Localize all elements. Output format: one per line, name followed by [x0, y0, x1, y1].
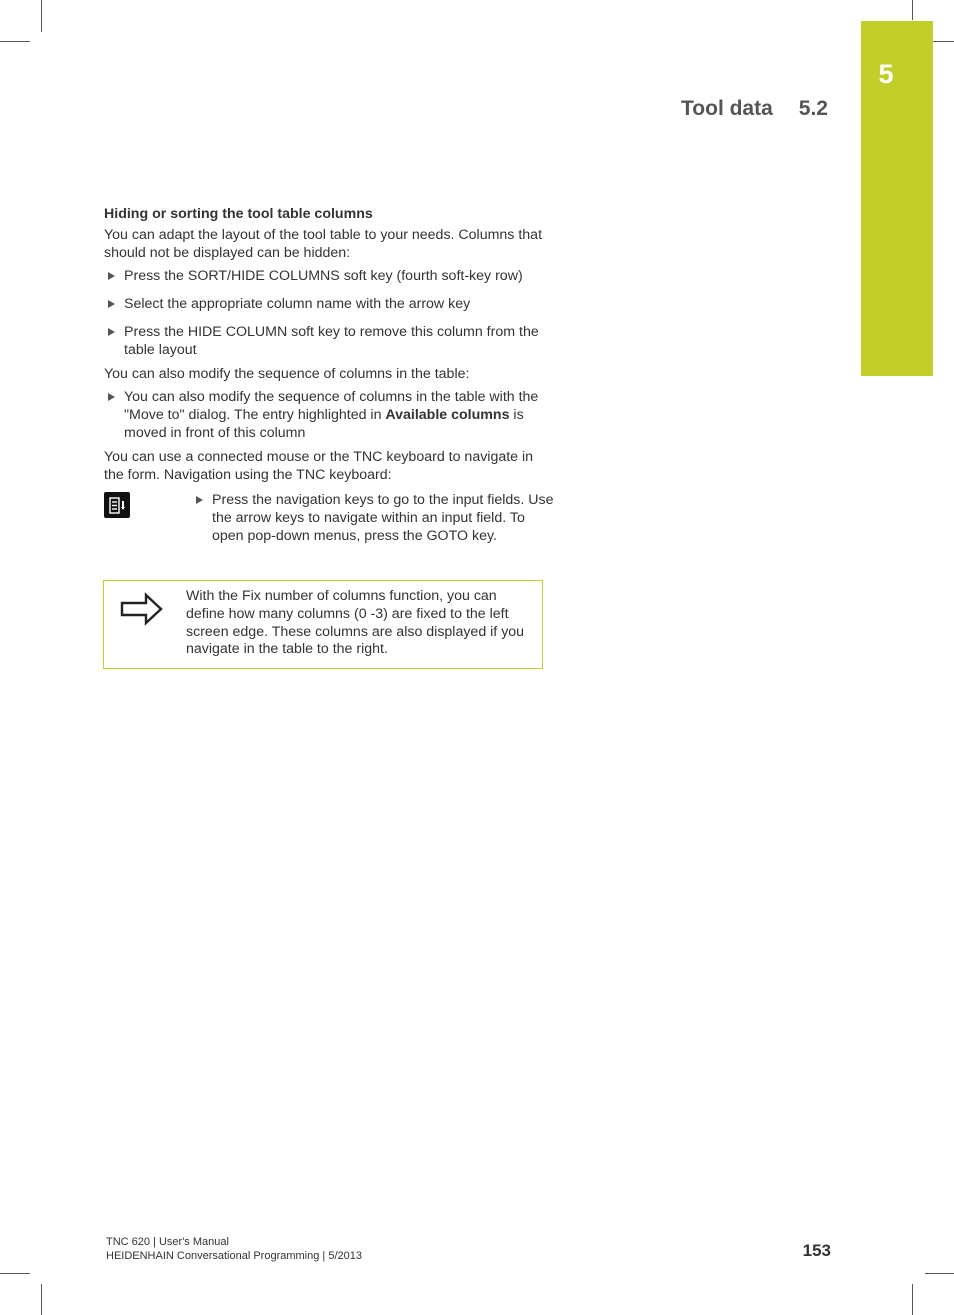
step-text: Press the navigation keys to go to the input fields. Use the arrow keys to navigate within an input field. To open pop-down menus, press the GOTO key.	[212, 492, 554, 544]
arrow-right-icon	[120, 592, 164, 626]
bullet-triangle-icon	[108, 393, 115, 401]
crop-mark	[0, 41, 30, 42]
keyboard-key-icon	[104, 492, 130, 518]
bullet-triangle-icon	[196, 496, 203, 504]
intro-paragraph: You can adapt the layout of the tool table to your needs. Columns that should not be displayed can be hidden:	[104, 226, 543, 261]
main-content	[104, 206, 554, 576]
running-head-title: Tool data	[681, 97, 773, 120]
running-head	[600, 97, 828, 121]
footer	[106, 1235, 362, 1263]
step-text: Press the SORT/HIDE COLUMNS soft key (fourth soft-key row)	[124, 268, 523, 285]
step-item	[104, 389, 544, 442]
step-text: Press the HIDE COLUMN soft key to remove this column from the table layout	[124, 323, 539, 358]
step-item	[192, 492, 558, 545]
keyboard-instruction	[104, 492, 554, 576]
crop-mark	[41, 0, 42, 32]
step-text-after: is moved in front of this column	[124, 407, 524, 441]
note-box	[103, 580, 543, 669]
crop-mark	[0, 1273, 30, 1274]
crop-mark	[912, 1284, 913, 1315]
chapter-tab	[861, 21, 933, 376]
available-columns-label: Available columns	[385, 407, 510, 424]
note-text: With the Fix number of columns function, you can define how many columns (0 -3) are fixed to the left screen edge. These columns are also displayed if you navigate in the table to the right.	[186, 588, 525, 658]
crop-mark	[41, 1284, 42, 1315]
navigate-intro: You can use a connected mouse or the TNC keyboard to navigate in the form. Navigation using the TNC keyboard:	[104, 448, 534, 483]
sequence-intro: You can also modify the sequence of columns in the table:	[104, 365, 470, 382]
bullet-triangle-icon	[108, 272, 115, 280]
bullet-triangle-icon	[108, 328, 115, 336]
step-item	[104, 296, 544, 314]
step-item	[104, 324, 544, 360]
bullet-triangle-icon	[108, 300, 115, 308]
step-text: Select the appropriate column name with the arrow key	[124, 296, 471, 313]
footer-line-1: TNC 620 | User's Manual	[106, 1236, 229, 1248]
crop-mark	[925, 1273, 954, 1274]
crop-mark	[912, 0, 913, 20]
section-heading: Hiding or sorting the tool table columns	[104, 206, 373, 222]
step-item	[104, 268, 544, 286]
step-text-before: You can also modify the sequence of columns in the table with the "Move to" dialog. The entry highlighted in	[124, 389, 539, 424]
footer-line-2: HEIDENHAIN Conversational Programming | 5/2013	[106, 1250, 362, 1262]
chapter-number: 5	[878, 59, 894, 89]
running-head-section: 5.2	[798, 97, 828, 120]
page-number: 153	[802, 1241, 831, 1260]
